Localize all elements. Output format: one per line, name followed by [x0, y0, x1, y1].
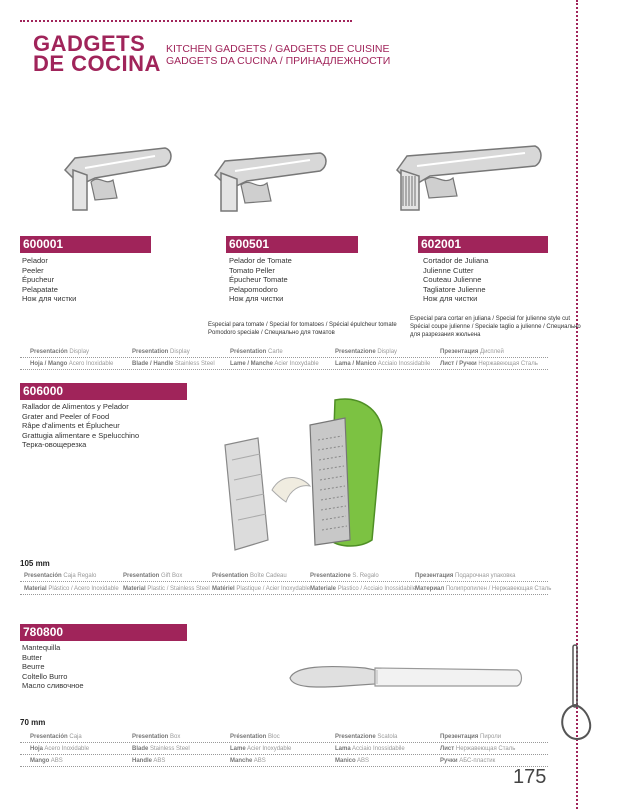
- product-name: Beurre: [22, 662, 45, 671]
- special-note-line: Spécial coupe julienne / Speciale taglio a julienne / Специально: [410, 324, 581, 330]
- spec-cell: Lame Acier Inoxydable: [230, 746, 292, 752]
- product-code-600001: 600001: [20, 236, 151, 253]
- spec-row-presentation: [20, 571, 548, 582]
- spec-cell: Presentazione S. Regalo: [310, 573, 379, 579]
- spec-cell: Presentación Display: [30, 349, 90, 355]
- grater-peeler-image: [220, 390, 390, 565]
- spec-cell: Lama Acciaio Inossidabile: [335, 746, 405, 752]
- spec-cell: Presentation Display: [132, 349, 190, 355]
- page-subtitle-line: KITCHEN GADGETS / GADGETS DE CUISINE: [166, 43, 390, 55]
- spec-cell: Лист / Ручки Нержавеющая Сталь: [440, 361, 538, 367]
- product-name: Терка-овощерезка: [22, 440, 87, 449]
- spec-cell: Лист Нержавеющая Сталь: [440, 746, 516, 752]
- spec-cell: Presentazione Scatola: [335, 734, 398, 740]
- spec-cell: Presentazione Display: [335, 349, 398, 355]
- spec-cell: Matériel Plastique / Acier Inoxydable: [212, 586, 311, 592]
- product-name: Butter: [22, 652, 43, 662]
- spec-cell: Material Plástico / Acero Inoxidable: [24, 586, 119, 592]
- spec-cell: Презентация Пироли: [440, 734, 502, 740]
- product-names-606000: [22, 402, 139, 450]
- spec-row-handle: [20, 756, 548, 767]
- header-dotted-divider: [20, 20, 352, 22]
- butter-size: 70 mm: [20, 718, 46, 727]
- product-name: Нож для чистки: [423, 294, 478, 303]
- product-name: Pelador de Tomate: [229, 256, 292, 265]
- spec-cell: Handle ABS: [132, 758, 166, 764]
- spec-cell: Материал Полипропилен / Нержавеющая Сталь: [415, 586, 552, 592]
- product-name: Tagliatore Julienne: [423, 284, 486, 294]
- julienne-cutter-image: [385, 140, 545, 215]
- spec-cell: Mango ABS: [30, 758, 63, 764]
- special-note-line: Especial para cortar en juliana / Special for julienne style cut: [410, 316, 571, 322]
- spec-row-material: [20, 584, 552, 595]
- ladle-icon: [556, 645, 596, 745]
- page-title-line: GADGETS: [33, 31, 146, 56]
- page-number: 175: [513, 766, 547, 788]
- spec-cell: Presentación Caja Regalo: [24, 573, 97, 579]
- special-note-line: Pomodoro speciale / Специально для томатов: [208, 330, 335, 336]
- product-name: Coltello Burro: [22, 671, 68, 681]
- spec-cell: Presentación Caja: [30, 734, 82, 740]
- product-name: Нож для чистки: [22, 294, 77, 303]
- spec-row-material: [20, 359, 548, 370]
- product-name: Couteau Julienne: [423, 275, 482, 284]
- special-note-602001: [410, 315, 581, 339]
- page-title-line: DE COCINA: [33, 51, 161, 76]
- spec-cell: Présentation Bloc: [230, 734, 280, 740]
- product-names-780800: [22, 643, 84, 691]
- product-name: Épucheur: [22, 275, 55, 284]
- product-names-600501: [229, 256, 292, 304]
- product-name: Масло сливочное: [22, 681, 84, 690]
- page-subtitle: [166, 43, 390, 67]
- spec-cell: Manche ABS: [230, 758, 266, 764]
- peeler-image: [55, 140, 175, 215]
- special-note-line: Especial para tomate / Special for tomatoes / Spécial épulcheur tomate: [208, 322, 397, 328]
- spec-cell: Lame / Manche Acier Inoxydable: [230, 361, 319, 367]
- spec-cell: Presentation Gift Box: [123, 573, 183, 579]
- product-name: Rallador de Alimentos y Pelador: [22, 402, 129, 411]
- spec-cell: Blade / Handle Stainless Steel: [132, 361, 215, 367]
- spec-cell: Hoja / Mango Acero Inoxidable: [30, 361, 114, 367]
- grater-size: 105 mm: [20, 559, 50, 568]
- tomato-peeler-image: [205, 145, 330, 215]
- spec-row-presentation: [20, 732, 548, 743]
- product-code-602001: 602001: [418, 236, 548, 253]
- product-name: Mantequilla: [22, 643, 61, 652]
- product-name: Peeler: [22, 265, 44, 275]
- spec-row-blade: [20, 744, 548, 755]
- product-code-600501: 600501: [226, 236, 358, 253]
- product-name: Нож для чистки: [229, 294, 284, 303]
- product-name: Épucheur Tomate: [229, 275, 288, 284]
- spec-cell: Material Plastic / Stainless Steel: [123, 586, 210, 592]
- product-name: Tomato Peller: [229, 265, 275, 275]
- product-name: Grater and Peeler of Food: [22, 411, 110, 421]
- spec-cell: Présentation Carte: [230, 349, 283, 355]
- product-name: Julienne Cutter: [423, 265, 474, 275]
- spec-cell: Презентация Дисплей: [440, 349, 504, 355]
- spec-cell: Презентация Подарочная упаковка: [415, 573, 516, 579]
- spec-cell: Ручки АБС-пластик: [440, 758, 496, 764]
- page-title: [33, 31, 161, 76]
- product-names-602001: [423, 256, 488, 304]
- product-name: Grattugia alimentare e Spelucchino: [22, 430, 140, 440]
- product-code-606000: 606000: [20, 383, 187, 400]
- spec-cell: Presentation Box: [132, 734, 181, 740]
- product-name: Pelador: [22, 256, 48, 265]
- product-name: Râpe d'aliments et Éplucheur: [22, 421, 120, 430]
- spec-cell: Manico ABS: [335, 758, 370, 764]
- spec-cell: Blade Stainless Steel: [132, 746, 190, 752]
- spec-cell: Présentation Boîte Cadeau: [212, 573, 287, 579]
- product-name: Pelapatate: [22, 284, 58, 294]
- butter-knife-image: [285, 660, 525, 695]
- page-subtitle-line: GADGETS DA CUCINA / ПРИНАДЛЕЖНОСТИ: [166, 55, 391, 67]
- spec-row-presentation: [20, 347, 548, 358]
- spec-cell: Hoja Acero Inoxidable: [30, 746, 90, 752]
- special-note-600501: [208, 321, 397, 337]
- spec-cell: Lama / Manico Acciaio Inossidabile: [335, 361, 431, 367]
- product-names-600001: [22, 256, 76, 304]
- product-code-780800: 780800: [20, 624, 187, 641]
- product-name: Cortador de Juliana: [423, 256, 489, 265]
- product-name: Pelapomodoro: [229, 284, 278, 294]
- special-note-line: для разрезания жюльена: [410, 332, 481, 338]
- spec-cell: Materiale Plastico / Acciaio Inossidabile: [310, 586, 417, 592]
